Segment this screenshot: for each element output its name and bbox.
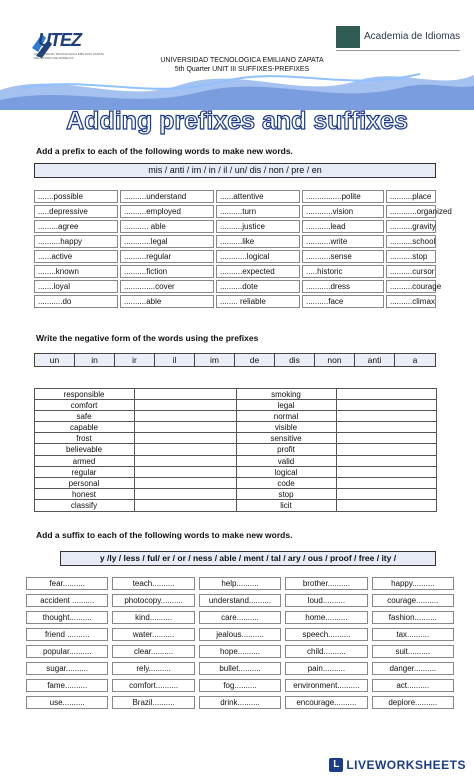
negative-word-right: sensitive bbox=[236, 432, 337, 444]
suffix-word-cell[interactable]: photocopy.......... bbox=[112, 594, 194, 607]
suffix-word-cell[interactable]: suit.......... bbox=[372, 645, 454, 658]
prefix-word-cell[interactable]: ..........like bbox=[216, 235, 300, 248]
suffix-word-cell[interactable]: happy.......... bbox=[372, 577, 454, 590]
prefix-word-cell[interactable]: ......attentive bbox=[216, 190, 300, 203]
suffix-word-cell[interactable]: fear.......... bbox=[26, 577, 108, 590]
suffix-word-cell[interactable]: act.......... bbox=[372, 679, 454, 692]
divider bbox=[336, 50, 460, 51]
suffix-word-grid bbox=[26, 577, 454, 709]
suffix-word-cell[interactable]: teach.......... bbox=[112, 577, 194, 590]
prefix-word-cell[interactable]: ................polite bbox=[302, 190, 384, 203]
negative-prefix: dis bbox=[275, 354, 315, 366]
prefix-word-cell[interactable]: ..........employed bbox=[120, 205, 214, 218]
suffix-word-cell[interactable]: use.......... bbox=[26, 696, 108, 709]
negative-word-right: visible bbox=[236, 421, 337, 433]
footer bbox=[329, 756, 466, 774]
negative-prefix: non bbox=[315, 354, 355, 366]
suffix-word-cell[interactable]: environment.......... bbox=[285, 679, 367, 692]
negative-prefix: ir bbox=[115, 354, 155, 366]
prefix-word-cell[interactable]: ..........courage bbox=[386, 280, 436, 293]
prefix-word-cell[interactable]: ...........do bbox=[34, 295, 118, 308]
negative-prefix: im bbox=[195, 354, 235, 366]
suffix-word-cell[interactable]: comfort.......... bbox=[112, 679, 194, 692]
prefix-word-cell[interactable]: ...........dress bbox=[302, 280, 384, 293]
suffix-word-cell[interactable]: clear.......... bbox=[112, 645, 194, 658]
logo-subtitle: UNIVERSIDAD TECNOLOGICA EMILIANO ZAPATA DEL ESTADO DE MORELOS bbox=[34, 52, 104, 60]
negative-word-left: personal bbox=[34, 477, 135, 489]
suffix-word-cell[interactable]: deplore.......... bbox=[372, 696, 454, 709]
header bbox=[0, 0, 474, 112]
prefix-word-cell[interactable]: ..........regular bbox=[120, 250, 214, 263]
section1-instruction: Add a prefix to each of the following words to make new words. bbox=[36, 146, 293, 156]
prefix-word-cell[interactable]: ........... able bbox=[120, 220, 214, 233]
prefix-word-cell[interactable]: ..........dote bbox=[216, 280, 300, 293]
negative-word-right: stop bbox=[236, 488, 337, 500]
section2-instruction: Write the negative form of the words using the prefixes bbox=[36, 333, 259, 343]
suffix-word-cell[interactable]: bullet.......... bbox=[199, 662, 281, 675]
prefix-word-cell[interactable]: ..........turn bbox=[216, 205, 300, 218]
suffix-word-cell[interactable]: care.......... bbox=[199, 611, 281, 624]
negative-word-right: licit bbox=[236, 499, 337, 511]
negative-word-right: logical bbox=[236, 466, 337, 478]
suffix-word-cell[interactable]: pain.......... bbox=[285, 662, 367, 675]
prefix-word-cell[interactable]: ..........justice bbox=[216, 220, 300, 233]
prefix-word-cell[interactable]: ..........fiction bbox=[120, 265, 214, 278]
suffix-word-cell[interactable]: fog.......... bbox=[199, 679, 281, 692]
prefix-word-cell[interactable]: ..........place bbox=[386, 190, 436, 203]
negative-word-left: frost bbox=[34, 432, 135, 444]
suffix-word-cell[interactable]: rely.......... bbox=[112, 662, 194, 675]
negative-form-table bbox=[34, 388, 436, 511]
prefix-word-cell[interactable]: ..........able bbox=[120, 295, 214, 308]
suffix-word-cell[interactable]: hope.......... bbox=[199, 645, 281, 658]
prefix-word-cell[interactable]: .........agree bbox=[34, 220, 118, 233]
suffix-word-cell[interactable]: brother.......... bbox=[285, 577, 367, 590]
academy-logo-icon bbox=[336, 26, 360, 48]
suffix-word-cell[interactable]: tax.......... bbox=[372, 628, 454, 641]
prefix-word-cell[interactable]: ............legal bbox=[120, 235, 214, 248]
suffix-word-cell[interactable]: home.......... bbox=[285, 611, 367, 624]
prefix-word-cell[interactable]: .......loyal bbox=[34, 280, 118, 293]
suffix-word-cell[interactable]: friend .......... bbox=[26, 628, 108, 641]
negative-word-left: armed bbox=[34, 455, 135, 467]
prefix-word-cell[interactable]: ............logical bbox=[216, 250, 300, 263]
academy-name: Academia de Idiomas bbox=[364, 31, 461, 42]
suffix-word-cell[interactable]: sugar.......... bbox=[26, 662, 108, 675]
prefix-word-cell[interactable]: .....historic bbox=[302, 265, 384, 278]
negative-prefix: anti bbox=[355, 354, 395, 366]
negative-prefix: a bbox=[412, 355, 418, 365]
prefix-word-cell[interactable]: ..........expected bbox=[216, 265, 300, 278]
negative-word-left: believable bbox=[34, 443, 135, 455]
prefix-word-cell[interactable]: ........known bbox=[34, 265, 118, 278]
footer-brand: LIVEWORKSHEETS bbox=[346, 758, 466, 772]
negative-word-right: profit bbox=[236, 443, 337, 455]
prefix-word-cell[interactable]: ......active bbox=[34, 250, 118, 263]
negative-word-left: classify bbox=[34, 499, 135, 511]
suffix-word-cell[interactable]: kind.......... bbox=[112, 611, 194, 624]
suffix-word-cell[interactable]: courage.......... bbox=[372, 594, 454, 607]
prefix-word-cell[interactable]: ...........sense bbox=[302, 250, 384, 263]
prefix-word-cell[interactable]: ..........stop bbox=[386, 250, 436, 263]
prefix-word-cell[interactable]: ..............cover bbox=[120, 280, 214, 293]
negative-prefix: de bbox=[235, 354, 275, 366]
liveworksheets-icon: L bbox=[329, 758, 343, 772]
suffix-list: y /ly / less / ful/ er / or / ness / able / ment / tal / ary / ous / proof / free / ity / bbox=[60, 551, 436, 566]
logo-text: UTEZ bbox=[38, 30, 81, 50]
negative-word-right: legal bbox=[236, 399, 337, 411]
prefix-word-cell[interactable]: ..........happy bbox=[34, 235, 118, 248]
suffix-word-cell[interactable]: popular.......... bbox=[26, 645, 108, 658]
suffix-word-cell[interactable]: danger.......... bbox=[372, 662, 454, 675]
quarter-label: 5th Quarter UNIT III SUFFIXES-PREFIXES bbox=[174, 66, 310, 73]
prefix-word-cell[interactable]: .......possible bbox=[34, 190, 118, 203]
negative-word-left: regular bbox=[34, 466, 135, 478]
prefix-word-cell[interactable]: ...........lead bbox=[302, 220, 384, 233]
section3-instruction: Add a suffix to each of the following words to make new words. bbox=[36, 530, 293, 540]
suffix-word-cell[interactable]: fashion.......... bbox=[372, 611, 454, 624]
prefix-word-cell[interactable]: ............vision bbox=[302, 205, 384, 218]
negative-word-right: valid bbox=[236, 455, 337, 467]
negative-answer-left[interactable] bbox=[134, 499, 237, 511]
suffix-word-cell[interactable]: encourage.......... bbox=[285, 696, 367, 709]
negative-word-left: comfort bbox=[34, 399, 135, 411]
negative-word-right: smoking bbox=[236, 388, 337, 400]
suffix-word-cell[interactable]: jealous.......... bbox=[199, 628, 281, 641]
suffix-word-cell[interactable]: thought.......... bbox=[26, 611, 108, 624]
negative-answer-right[interactable] bbox=[336, 499, 437, 511]
suffix-word-cell[interactable]: water.......... bbox=[112, 628, 194, 641]
negative-word-right: code bbox=[236, 477, 337, 489]
page-title: Adding prefixes and suffixes bbox=[66, 107, 408, 135]
suffix-word-cell[interactable]: help.......... bbox=[199, 577, 281, 590]
prefix-word-cell[interactable]: ..........cursor bbox=[386, 265, 436, 278]
suffix-word-cell[interactable]: speech.......... bbox=[285, 628, 367, 641]
suffix-word-cell[interactable]: loud.......... bbox=[285, 594, 367, 607]
prefix-word-cell[interactable]: ..........gravity bbox=[386, 220, 436, 233]
negative-prefix: il bbox=[155, 354, 195, 366]
suffix-word-cell[interactable]: drink.......... bbox=[199, 696, 281, 709]
prefix-word-cell[interactable]: ..........climax bbox=[386, 295, 436, 308]
suffix-word-cell[interactable]: Brazil.......... bbox=[112, 696, 194, 709]
negative-word-left: safe bbox=[34, 410, 135, 422]
prefix-word-cell[interactable]: ..........school bbox=[386, 235, 436, 248]
prefix-word-cell[interactable]: .....depressive bbox=[34, 205, 118, 218]
negative-word-left: responsible bbox=[34, 388, 135, 400]
suffix-word-cell[interactable]: accident .......... bbox=[26, 594, 108, 607]
prefix-word-cell[interactable]: ........ reliable bbox=[216, 295, 300, 308]
suffix-word-cell[interactable]: child.......... bbox=[285, 645, 367, 658]
negative-word-left: honest bbox=[34, 488, 135, 500]
university-name: UNIVERSIDAD TECNOLOGICA EMILIANO ZAPATA bbox=[160, 57, 324, 64]
negative-prefix: in bbox=[75, 354, 115, 366]
prefix-word-cell[interactable]: ...........write bbox=[302, 235, 384, 248]
prefix-word-grid bbox=[34, 190, 452, 308]
suffix-word-cell[interactable]: fame.......... bbox=[26, 679, 108, 692]
suffix-word-cell[interactable]: understand.......... bbox=[199, 594, 281, 607]
university-heading bbox=[120, 56, 364, 74]
prefix-list: mis / anti / im / in / il / un/ dis / non / pre / en bbox=[34, 163, 436, 178]
negative-word-right: normal bbox=[236, 410, 337, 422]
prefix-word-cell[interactable]: ..........understand bbox=[120, 190, 214, 203]
prefix-word-cell[interactable]: ............organized bbox=[386, 205, 436, 218]
prefix-word-cell[interactable]: ..........face bbox=[302, 295, 384, 308]
negative-prefix: un bbox=[35, 354, 75, 366]
negative-word-left: capable bbox=[34, 421, 135, 433]
negative-prefix-bar bbox=[34, 353, 436, 367]
